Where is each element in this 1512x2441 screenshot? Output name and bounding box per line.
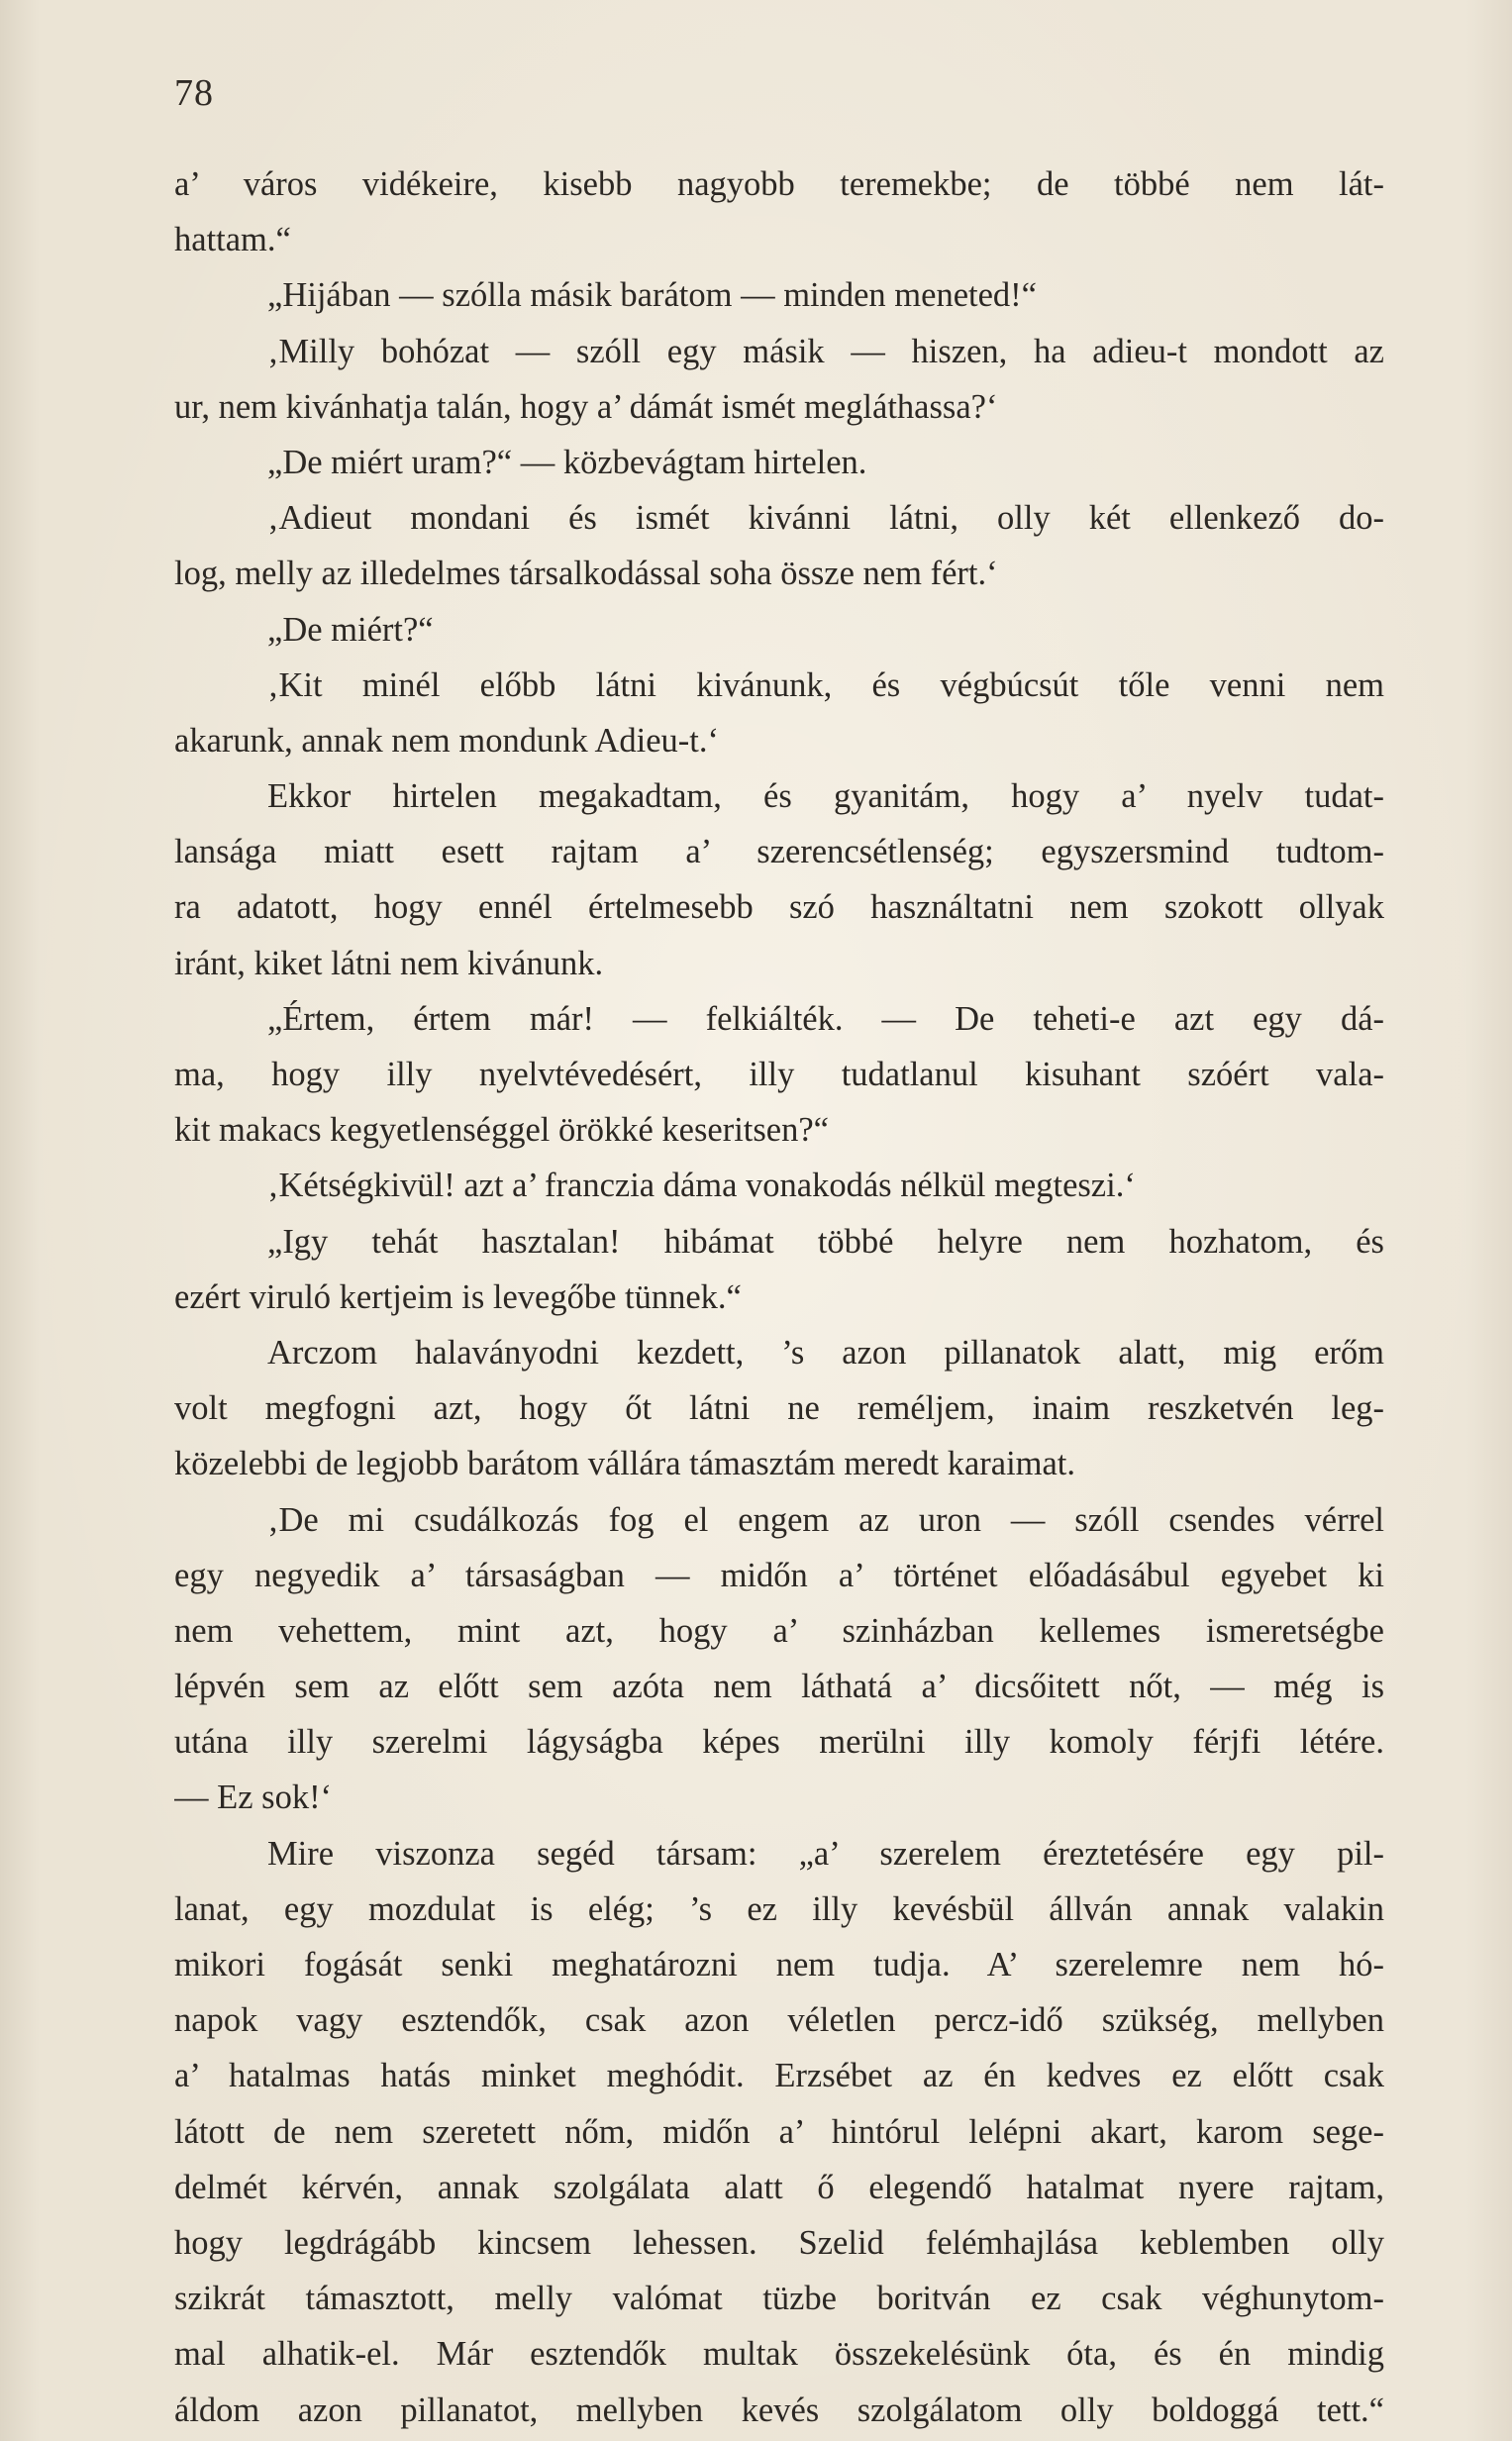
text-line: „Értem, értem már! — felkiálték. — De teheti-e azt egy dá- <box>267 999 1384 1038</box>
text-line: ra adatott, hogy ennél értelmesebb szó használtatni nem szokott ollyak <box>174 888 1384 927</box>
text-line: ‚Kétségkivül! azt a’ franczia dáma vonakodás nélkül megteszi.‘ <box>267 1167 1136 1205</box>
text-line: ‚Kit minél előbb látni kivánunk, és végbúcsút tőle venni nem <box>267 665 1384 704</box>
text-line: „Hijában — szólla másik barátom — minden meneted!“ <box>267 276 1037 315</box>
text-line: kit makacs kegyetlenséggel örökké keseritsen?“ <box>174 1111 829 1150</box>
text-line: ma, hogy illy nyelvtévedésért, illy tudatlanul kisuhant szóért vala- <box>174 1056 1384 1093</box>
text-line: Mire viszonza segéd társam: „a’ szerelem éreztetésére egy pil- <box>267 1834 1384 1873</box>
text-line: iránt, kiket látni nem kivánunk. <box>174 944 604 982</box>
text-line: közelebbi de legjobb barátom vállára támasztám meredt karaimat. <box>174 1445 1076 1483</box>
text-line: ‚Adieut mondani és ismét kivánni látni, olly két ellenkező do- <box>267 499 1384 538</box>
text-line: volt megfogni azt, hogy őt látni ne reméljem, inaim reszketvén leg- <box>174 1389 1384 1428</box>
text-line: — Ez sok!‘ <box>174 1779 333 1817</box>
page-number: 78 <box>174 72 214 114</box>
text-line: mal alhatik-el. Már esztendők multak összekelésünk óta, és én mindig <box>174 2335 1384 2374</box>
text-line: lépvén sem az előtt sem azóta nem láthatá a’ dicsőitett nőt, — még is <box>174 1668 1384 1706</box>
text-line: a’ hatalmas hatás minket meghódit. Erzsébet az én kedves ez előtt csak <box>174 2057 1384 2095</box>
text-line: nem vehettem, mint azt, hogy a’ szinházban kellemes ismeretségbe <box>174 1611 1384 1650</box>
text-line: „Igy tehát hasztalan! hibámat többé helyre nem hozhatom, és <box>267 1222 1384 1261</box>
text-line: „De miért?“ <box>267 610 434 649</box>
text-line: napok vagy esztendők, csak azon véletlen percz-idő szükség, mellyben <box>174 2001 1384 2040</box>
text-line: ‚De mi csudálkozás fog el engem az uron — szóll csendes vérrel <box>267 1500 1384 1539</box>
text-line: mikori fogását senki meghatározni nem tudja. A’ szerelemre nem hó- <box>174 1946 1384 1983</box>
text-line: ezért viruló kertjeim is levegőbe tünnek.“ <box>174 1277 742 1316</box>
text-line: Arczom halaványodni kezdett, ’s azon pillanatok alatt, mig erőm <box>267 1333 1384 1372</box>
text-line: hattam.“ <box>174 221 291 259</box>
text-line: a’ város vidékeire, kisebb nagyobb teremekbe; de többé nem lát- <box>174 165 1384 203</box>
text-line: lansága miatt esett rajtam a’ szerencsétlenség; egyszersmind tudtom- <box>174 833 1384 871</box>
text-line: utána illy szerelmi lágyságba képes merülni illy komoly férjfi létére. <box>174 1723 1384 1762</box>
text-line: akarunk, annak nem mondunk Adieu-t.‘ <box>174 721 719 760</box>
text-line: látott de nem szeretett nőm, midőn a’ hintórul lelépni akart, karom sege- <box>174 2112 1384 2151</box>
text-line: ur, nem kivánhatja talán, hogy a’ dámát ismét megláthassa?‘ <box>174 387 998 426</box>
body-text <box>174 156 1384 2438</box>
text-line: szikrát támasztott, melly valómat tüzbe boritván ez csak véghunytom- <box>174 2280 1384 2318</box>
text-line: delmét kérvén, annak szolgálata alatt ő elegendő hatalmat nyere rajtam, <box>174 2168 1384 2206</box>
text-line: log, melly az illedelmes társalkodással soha össze nem fért.‘ <box>174 555 998 593</box>
text-line: áldom azon pillanatot, mellyben kevés szolgálatom olly boldoggá tett.“ <box>174 2390 1384 2429</box>
text-line: hogy legdrágább kincsem lehessen. Szelid felémhajlása keblemben olly <box>174 2223 1384 2262</box>
text-line: „De miért uram?“ — közbevágtam hirtelen. <box>267 443 867 481</box>
text-line: lanat, egy mozdulat is elég; ’s ez illy kevésbül állván annak valakin <box>174 1889 1384 1928</box>
text-line: Ekkor hirtelen megakadtam, és gyanitám, hogy a’ nyelv tudat- <box>267 777 1384 816</box>
text-line: ‚Milly bohózat — szóll egy másik — hiszen, ha adieu-t mondott az <box>267 332 1384 370</box>
text-line: egy negyedik a’ társaságban — midőn a’ történet előadásábul egyebet ki <box>174 1556 1384 1594</box>
